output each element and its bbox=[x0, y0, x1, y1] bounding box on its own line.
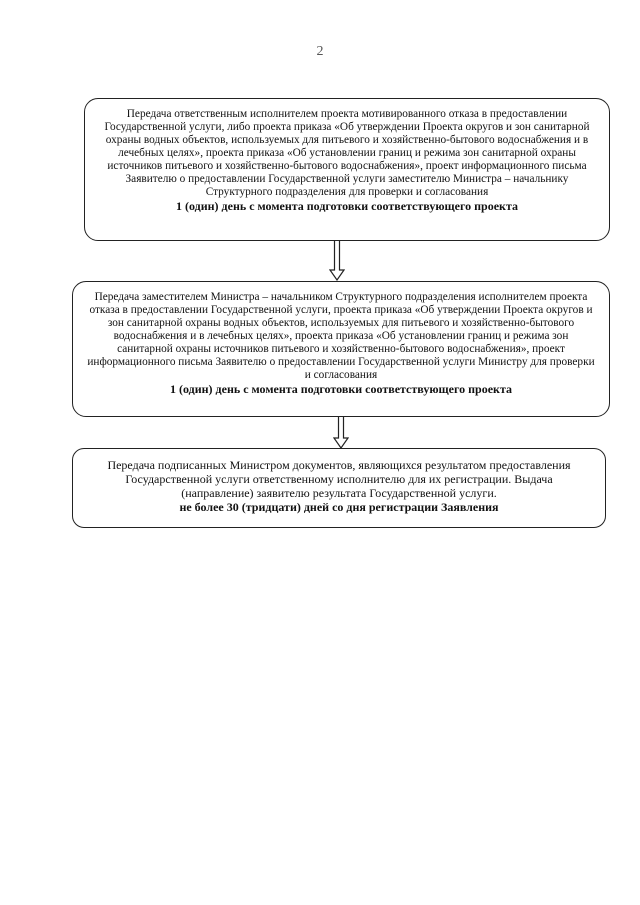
down-arrow-icon-2 bbox=[333, 417, 349, 449]
down-arrow-icon-1 bbox=[329, 241, 345, 281]
flow-step-3 bbox=[72, 448, 606, 528]
flow-step-2 bbox=[72, 281, 610, 417]
flow-step-3-deadline: не более 30 (тридцати) дней со дня регистрации Заявления bbox=[179, 500, 499, 514]
flow-step-2-deadline: 1 (один) день с момента подготовки соответствующего проекта bbox=[170, 382, 512, 396]
flow-step-2-text: Передача заместителем Министра – начальником Структурного подразделения исполнителем проекта отказа в предоставлении Государственной услуги, проекта приказа «Об утверждении Проекта округов и зон санитарной охраны водных объектов, используемых для питьевого и хозяйственно-бытового водоснабжения и в лечебных целях», проекта приказа «Об установлении границ и режима зон санитарной охраны источников питьевого и хозяйственно-бытового водоснабжения», проект информационного письма Заявителю о предоставлении Государственной услуги Министру для проверки и согласования bbox=[87, 291, 595, 381]
flow-step-3-text: Передача подписанных Министром документов, являющихся результатом предоставления Государственной услуги ответственному исполнителю для их регистрации. Выдача (направление) заявителю результата Государственной услуги. bbox=[107, 458, 571, 500]
flow-step-1-text: Передача ответственным исполнителем проекта мотивированного отказа в предоставлении Государственной услуги, либо проекта приказа «Об утверждении Проекта округов и зон санитарной охраны водных объектов, используемых для питьевого и хозяйственно-бытового водоснабжения и в лечебных целях», проекта приказа «Об установлении границ и режима зон санитарной охраны источников питьевого и хозяйственно-бытового водоснабжения», проект информационного письма Заявителю о предоставлении Государственной услуги заместителю Министра – начальнику Структурного подразделения для проверки и согласования bbox=[104, 108, 590, 198]
flow-step-1-deadline: 1 (один) день с момента подготовки соответствующего проекта bbox=[176, 199, 518, 213]
page-number: 2 bbox=[316, 44, 324, 59]
flow-step-1 bbox=[84, 98, 610, 241]
